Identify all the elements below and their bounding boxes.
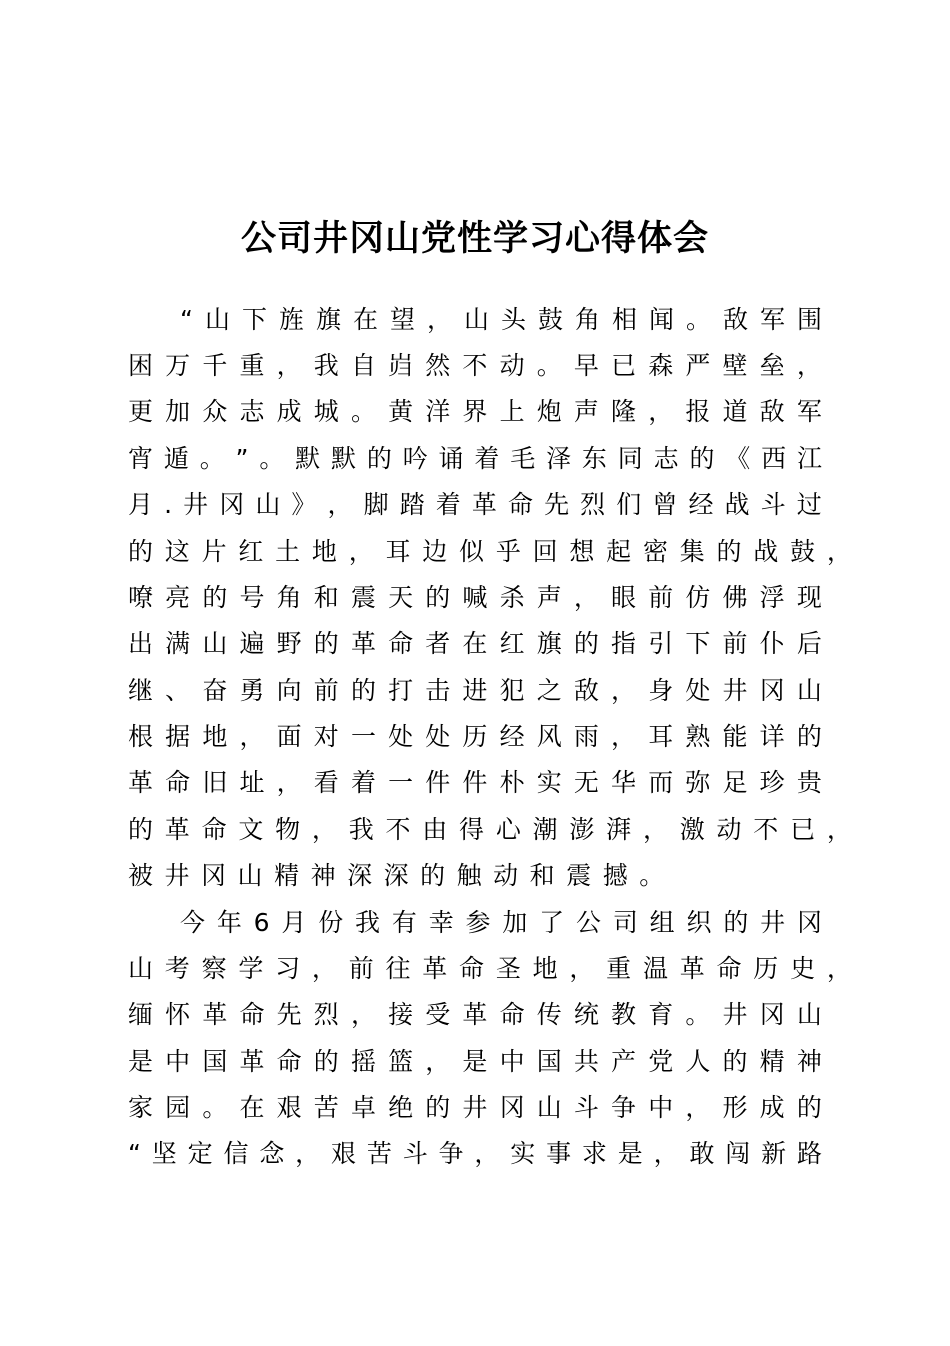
text-line: 嘹 亮 的 号 角 和 震 天 的 喊 杀 声 ， 眼 前 仿 佛 浮 现	[128, 583, 822, 612]
text-line: 更 加 众 志 成 城 。 黄 洋 界 上 炮 声 隆 ， 报 道 敌 军	[128, 397, 822, 426]
document-title: 公司井冈山党性学习心得体会	[240, 219, 709, 259]
text-line: 困 万 千 重 ， 我 自 岿 然 不 动 。 早 已 森 严 壁 垒 ，	[128, 351, 822, 380]
text-line: 被 井 冈 山 精 神 深 深 的 触 动 和 震 撼 。	[128, 861, 665, 890]
text-line: 的 革 命 文 物 ， 我 不 由 得 心 潮 澎 湃 ， 激 动 不 已 ，	[128, 815, 852, 844]
text-line: 宵 遁 。 ” 。 默 默 的 吟 诵 着 毛 泽 东 同 志 的 《 西 江	[128, 444, 822, 473]
text-line: 出 满 山 遍 野 的 革 命 者 在 红 旗 的 指 引 下 前 仆 后	[128, 629, 822, 658]
text-line: 家 园 。 在 艰 苦 卓 绝 的 井 冈 山 斗 争 中 ， 形 成 的	[128, 1093, 822, 1122]
text-line: 根 据 地 ， 面 对 一 处 处 历 经 风 雨 ， 耳 熟 能 详 的	[128, 722, 822, 751]
text-line: 的 这 片 红 土 地 ， 耳 边 似 乎 回 想 起 密 集 的 战 鼓 ，	[128, 537, 852, 566]
text-line: “ 山 下 旌 旗 在 望 ， 山 头 鼓 角 相 闻 。 敌 军 围	[180, 305, 822, 334]
text-line: 今 年 6 月 份 我 有 幸 参 加 了 公 司 组 织 的 井 冈	[180, 908, 822, 937]
text-line: 缅 怀 革 命 先 烈 ， 接 受 革 命 传 统 教 育 。 井 冈 山	[128, 1000, 822, 1029]
text-line: 是 中 国 革 命 的 摇 篮 ， 是 中 国 共 产 党 人 的 精 神	[128, 1047, 822, 1076]
text-line: 革 命 旧 址 ， 看 着 一 件 件 朴 实 无 华 而 弥 足 珍 贵	[128, 768, 822, 797]
text-line: 山 考 察 学 习 ， 前 往 革 命 圣 地 ， 重 温 革 命 历 史 ，	[128, 954, 852, 983]
text-line: “ 坚 定 信 念 ， 艰 苦 斗 争 ， 实 事 求 是 ， 敢 闯 新 路	[128, 1139, 822, 1168]
text-line: 继 、 奋 勇 向 前 的 打 击 进 犯 之 敌 ， 身 处 井 冈 山	[128, 676, 822, 705]
text-line: 月 . 井 冈 山 》 ， 脚 踏 着 革 命 先 烈 们 曾 经 战 斗 过	[128, 490, 822, 519]
